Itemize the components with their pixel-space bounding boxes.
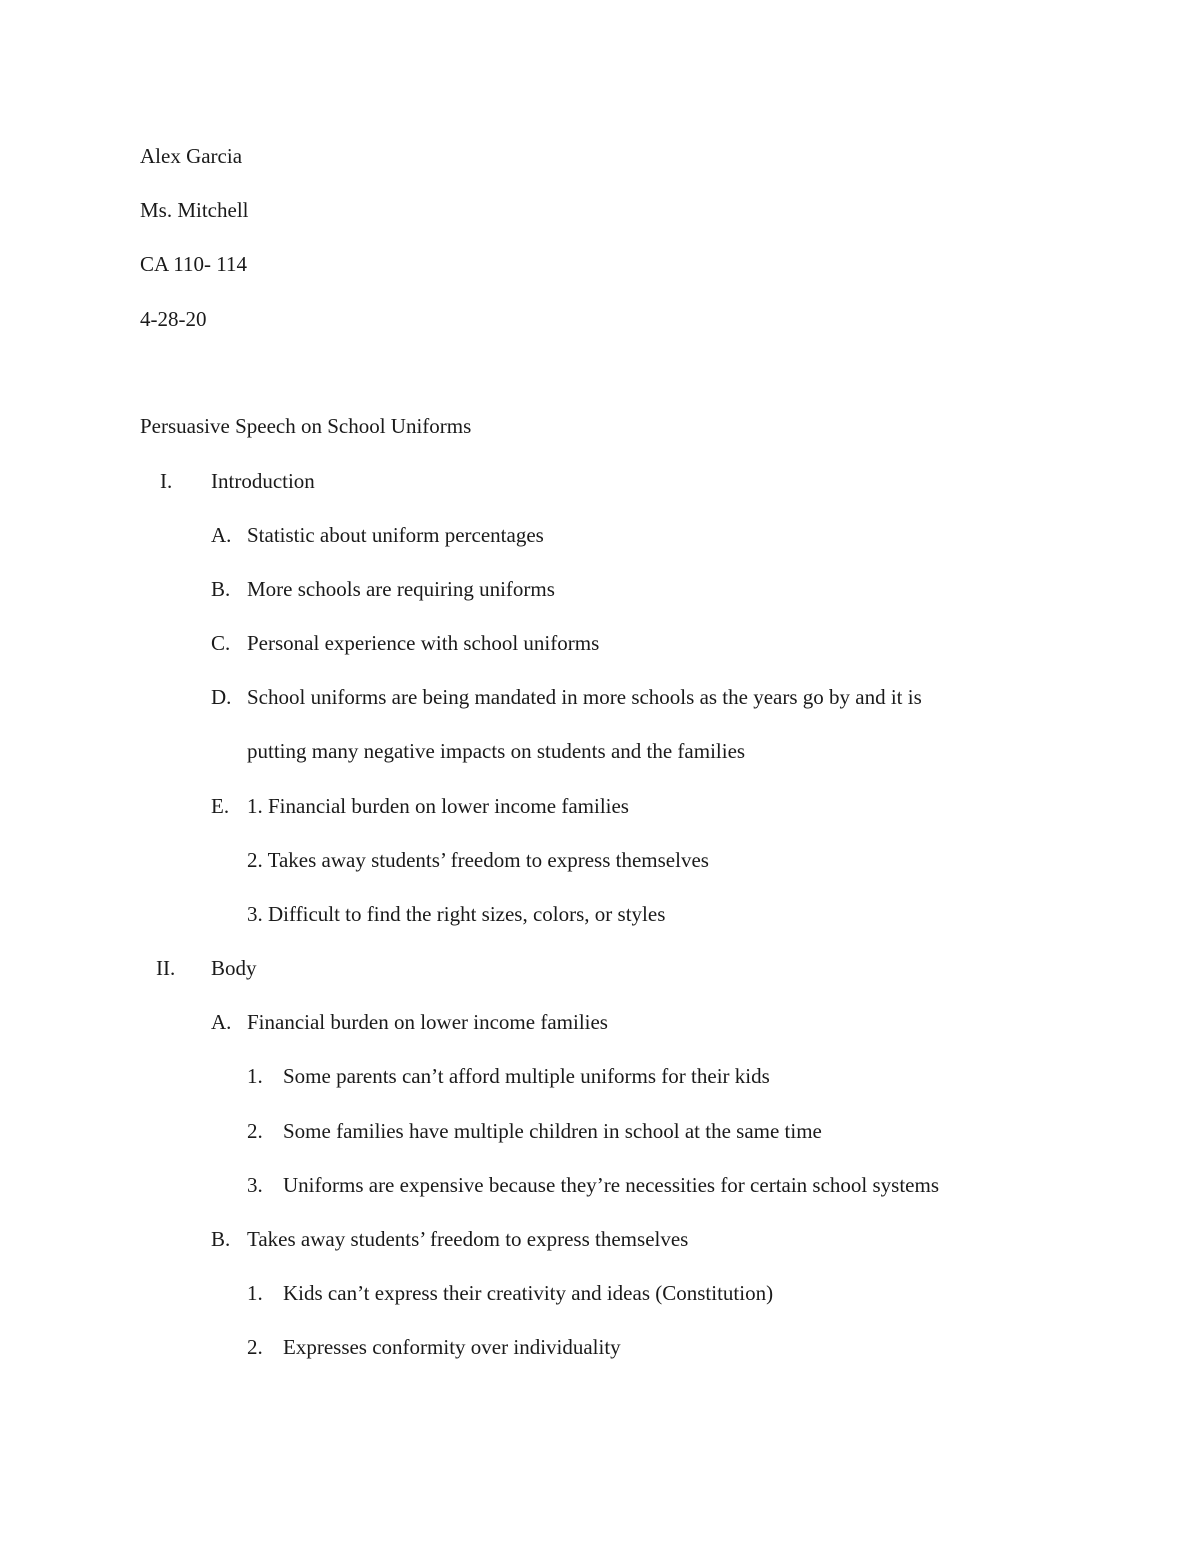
thesis-line-1: School uniforms are being mandated in more schools as the years go by and it is [247,685,922,709]
outline-marker: A. [211,1010,232,1034]
outline-sub-item: Uniforms are expensive because they’re necessities for certain school systems [283,1173,940,1197]
outline-heading-intro: Introduction [211,469,315,493]
date: 4-28-20 [140,307,207,331]
preview-point: 1. Financial burden on lower income families [247,794,629,818]
preview-point: 2. Takes away students’ freedom to express themselves [247,848,709,872]
preview-point: 3. Difficult to find the right sizes, colors, or styles [247,902,666,926]
instructor-name: Ms. Mitchell [140,198,249,222]
outline-marker: B. [211,1227,231,1251]
outline-item: Personal experience with school uniforms [247,631,600,655]
outline-marker: C. [211,631,231,655]
outline-sub-marker: 1. [247,1064,263,1088]
outline-marker: B. [211,577,231,601]
outline-item: More schools are requiring uniforms [247,577,555,601]
outline-marker: A. [211,523,232,547]
outline-marker: D. [211,685,232,709]
outline-item: Statistic about uniform percentages [247,523,544,547]
outline-item: Takes away students’ freedom to express themselves [247,1227,689,1251]
thesis-line-2: putting many negative impacts on students and the families [247,739,746,763]
outline-sub-marker: 1. [247,1281,263,1305]
outline-sub-item: Some parents can’t afford multiple uniforms for their kids [283,1064,770,1088]
outline-sub-item: Some families have multiple children in school at the same time [283,1119,822,1143]
outline-sub-marker: 2. [247,1119,263,1143]
author-name: Alex Garcia [140,144,243,168]
outline-item: Financial burden on lower income families [247,1010,608,1034]
outline-sub-marker: 2. [247,1335,263,1359]
document-title: Persuasive Speech on School Uniforms [140,414,472,438]
course-code: CA 110- 114 [140,252,247,276]
outline-marker-intro: I. [160,469,173,493]
outline-marker: E. [211,794,230,818]
outline-sub-marker: 3. [247,1173,263,1197]
outline-marker-body: II. [156,956,176,980]
outline-sub-item: Kids can’t express their creativity and ideas (Constitution) [283,1281,774,1305]
outline-heading-body: Body [211,956,257,980]
outline-sub-item: Expresses conformity over individuality [283,1335,621,1359]
